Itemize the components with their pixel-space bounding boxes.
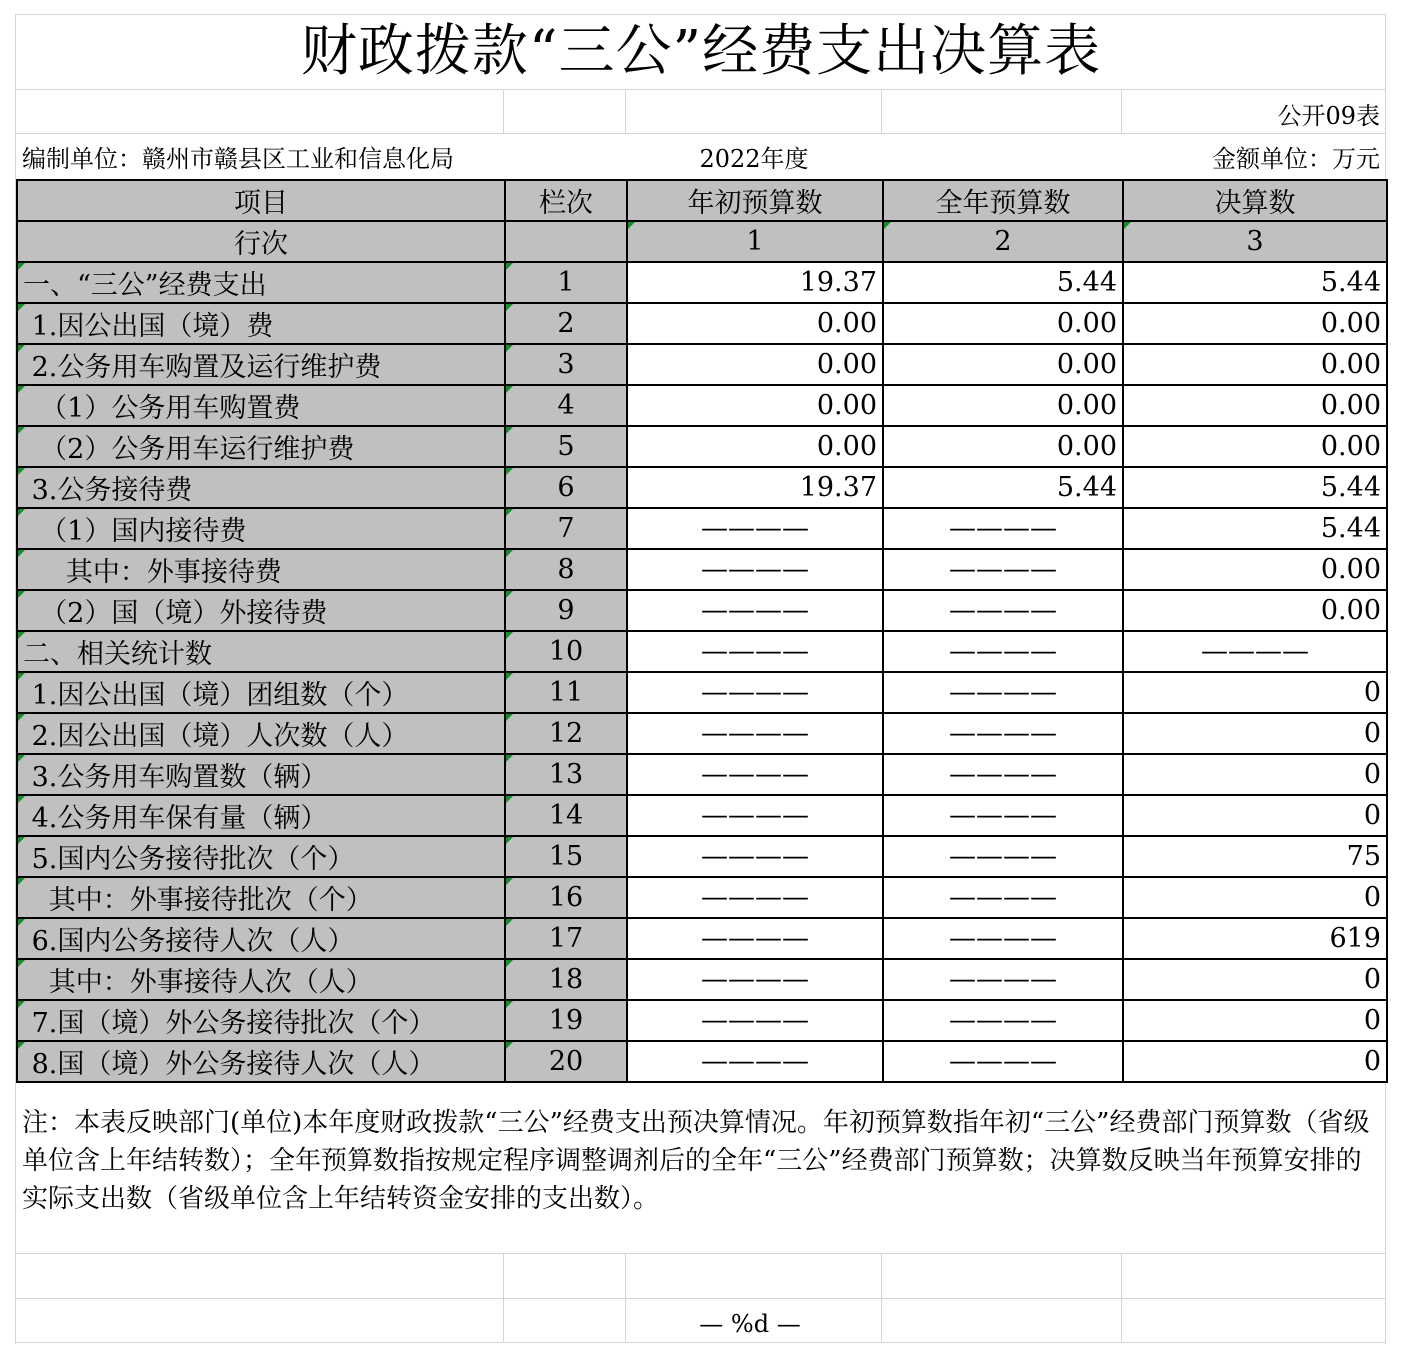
index-col-1: 1 — [627, 221, 883, 262]
row-annual-budget: ———— — [883, 590, 1123, 631]
table-row — [17, 508, 1387, 549]
row-item-label: 1.因公出国（境）团组数（个） — [17, 672, 505, 713]
row-initial-budget: 0.00 — [627, 344, 883, 385]
expense-table — [16, 179, 1388, 1083]
row-initial-budget: ———— — [627, 754, 883, 795]
row-line-number: 2 — [505, 303, 627, 344]
row-annual-budget: 5.44 — [883, 467, 1123, 508]
row-item-label: 其中：外事接待人次（人） — [17, 959, 505, 1000]
row-item-label: 其中：外事接待批次（个） — [17, 877, 505, 918]
row-line-number: 10 — [505, 631, 627, 672]
table-row — [17, 877, 1387, 918]
row-line-number: 4 — [505, 385, 627, 426]
row-annual-budget: ———— — [883, 754, 1123, 795]
table-row — [17, 549, 1387, 590]
table-row — [17, 959, 1387, 1000]
row-item-label: 5.国内公务接待批次（个） — [17, 836, 505, 877]
row-line-number: 6 — [505, 467, 627, 508]
compiling-unit: 编制单位：赣州市赣县区工业和信息化局 — [22, 145, 454, 173]
table-row — [17, 426, 1387, 467]
row-item-label: 4.公务用车保有量（辆） — [17, 795, 505, 836]
header-row — [17, 180, 1387, 221]
row-annual-budget: ———— — [883, 1041, 1123, 1082]
row-final-accounts: 0 — [1123, 877, 1387, 918]
row-line-number: 8 — [505, 549, 627, 590]
row-final-accounts: 0 — [1123, 795, 1387, 836]
table-row — [17, 1000, 1387, 1041]
row-line-number: 12 — [505, 713, 627, 754]
table-row — [17, 918, 1387, 959]
row-item-label: 2.因公出国（境）人次数（人） — [17, 713, 505, 754]
row-final-accounts: 5.44 — [1123, 508, 1387, 549]
row-line-number: 9 — [505, 590, 627, 631]
row-initial-budget: ———— — [627, 877, 883, 918]
row-initial-budget: 19.37 — [627, 467, 883, 508]
row-final-accounts: 0.00 — [1123, 549, 1387, 590]
row-initial-budget: ———— — [627, 508, 883, 549]
row-item-label: 3.公务用车购置数（辆） — [17, 754, 505, 795]
row-item-label: 二、相关统计数 — [17, 631, 505, 672]
page-title: 财政拨款“三公”经费支出决算表 — [300, 19, 1102, 84]
index-label: 行次 — [17, 221, 505, 262]
row-initial-budget: 19.37 — [627, 262, 883, 303]
row-line-number: 20 — [505, 1041, 627, 1082]
row-annual-budget: ———— — [883, 713, 1123, 754]
index-row — [17, 221, 1387, 262]
table-row — [17, 344, 1387, 385]
row-item-label: （2）公务用车运行维护费 — [17, 426, 505, 467]
row-annual-budget: 0.00 — [883, 303, 1123, 344]
row-initial-budget: ———— — [627, 959, 883, 1000]
row-initial-budget: ———— — [627, 1041, 883, 1082]
row-initial-budget: ———— — [627, 713, 883, 754]
row-final-accounts: 0.00 — [1123, 426, 1387, 467]
row-line-number: 19 — [505, 1000, 627, 1041]
table-row — [17, 1041, 1387, 1082]
row-initial-budget: ———— — [627, 795, 883, 836]
table-row — [17, 385, 1387, 426]
row-final-accounts: 619 — [1123, 918, 1387, 959]
row-item-label: 8.国（境）外公务接待人次（人） — [17, 1041, 505, 1082]
row-final-accounts: 75 — [1123, 836, 1387, 877]
fiscal-year: 2022年度 — [699, 145, 809, 173]
row-item-label: 1.因公出国（境）费 — [17, 303, 505, 344]
row-initial-budget: 0.00 — [627, 303, 883, 344]
row-item-label: （2）国（境）外接待费 — [17, 590, 505, 631]
row-annual-budget: ———— — [883, 549, 1123, 590]
row-line-number: 1 — [505, 262, 627, 303]
index-no — [505, 221, 627, 262]
footnote: 注：本表反映部门(单位)本年度财政拨款“三公”经费支出预决算情况。年初预算数指年初“三公”经费部门预算数（省级单位含上年结转数）；全年预算数指按规定程序调整调剂后的全年“三公”经费部门预算数；决算数反映当年预算安排的实际支出数（省级单位含上年结转资金安排的支出数）。 — [22, 1108, 1370, 1214]
row-line-number: 3 — [505, 344, 627, 385]
row-line-number: 7 — [505, 508, 627, 549]
table-row — [17, 631, 1387, 672]
row-annual-budget: ———— — [883, 918, 1123, 959]
row-final-accounts: 0 — [1123, 754, 1387, 795]
row-item-label: 3.公务接待费 — [17, 467, 505, 508]
row-annual-budget: 5.44 — [883, 262, 1123, 303]
row-initial-budget: ———— — [627, 549, 883, 590]
index-col-3: 3 — [1123, 221, 1387, 262]
row-line-number: 17 — [505, 918, 627, 959]
header-annual-budget: 全年预算数 — [883, 180, 1123, 221]
row-final-accounts: 0.00 — [1123, 385, 1387, 426]
row-annual-budget: ———— — [883, 1000, 1123, 1041]
row-initial-budget: 0.00 — [627, 385, 883, 426]
row-line-number: 5 — [505, 426, 627, 467]
amount-unit: 金额单位：万元 — [1212, 145, 1380, 173]
row-initial-budget: ———— — [627, 590, 883, 631]
row-annual-budget: ———— — [883, 877, 1123, 918]
row-line-number: 15 — [505, 836, 627, 877]
row-item-label: 2.公务用车购置及运行维护费 — [17, 344, 505, 385]
row-item-label: 一、“三公”经费支出 — [17, 262, 505, 303]
row-annual-budget: ———— — [883, 836, 1123, 877]
row-annual-budget: ———— — [883, 795, 1123, 836]
row-final-accounts: 0 — [1123, 713, 1387, 754]
row-annual-budget: ———— — [883, 672, 1123, 713]
table-code: 公开09表 — [1277, 102, 1380, 130]
row-initial-budget: ———— — [627, 1000, 883, 1041]
table-row — [17, 303, 1387, 344]
table-row — [17, 713, 1387, 754]
row-item-label: 7.国（境）外公务接待批次（个） — [17, 1000, 505, 1041]
header-item: 项目 — [17, 180, 505, 221]
table-row — [17, 672, 1387, 713]
index-col-2: 2 — [883, 221, 1123, 262]
row-final-accounts: 0 — [1123, 959, 1387, 1000]
row-annual-budget: 0.00 — [883, 426, 1123, 467]
row-annual-budget: ———— — [883, 508, 1123, 549]
row-final-accounts: 0.00 — [1123, 590, 1387, 631]
row-initial-budget: ———— — [627, 918, 883, 959]
row-line-number: 11 — [505, 672, 627, 713]
header-final-accounts: 决算数 — [1123, 180, 1387, 221]
row-line-number: 16 — [505, 877, 627, 918]
row-item-label: 6.国内公务接待人次（人） — [17, 918, 505, 959]
row-line-number: 13 — [505, 754, 627, 795]
row-final-accounts: 5.44 — [1123, 467, 1387, 508]
row-final-accounts: 0 — [1123, 672, 1387, 713]
table-row — [17, 590, 1387, 631]
page-number: — %d — — [699, 1310, 801, 1338]
row-annual-budget: ———— — [883, 631, 1123, 672]
row-annual-budget: 0.00 — [883, 344, 1123, 385]
row-initial-budget: ———— — [627, 836, 883, 877]
row-annual-budget: ———— — [883, 959, 1123, 1000]
header-no: 栏次 — [505, 180, 627, 221]
row-line-number: 14 — [505, 795, 627, 836]
table-row — [17, 836, 1387, 877]
table-row — [17, 467, 1387, 508]
table-row — [17, 262, 1387, 303]
row-initial-budget: ———— — [627, 672, 883, 713]
row-item-label: 其中：外事接待费 — [17, 549, 505, 590]
row-initial-budget: ———— — [627, 631, 883, 672]
row-final-accounts: 0 — [1123, 1041, 1387, 1082]
table-row — [17, 754, 1387, 795]
row-final-accounts: ———— — [1123, 631, 1387, 672]
row-final-accounts: 0 — [1123, 1000, 1387, 1041]
row-final-accounts: 0.00 — [1123, 344, 1387, 385]
row-final-accounts: 0.00 — [1123, 303, 1387, 344]
row-item-label: （1）公务用车购置费 — [17, 385, 505, 426]
row-annual-budget: 0.00 — [883, 385, 1123, 426]
table-row — [17, 795, 1387, 836]
row-initial-budget: 0.00 — [627, 426, 883, 467]
row-item-label: （1）国内接待费 — [17, 508, 505, 549]
header-initial-budget: 年初预算数 — [627, 180, 883, 221]
row-final-accounts: 5.44 — [1123, 262, 1387, 303]
row-line-number: 18 — [505, 959, 627, 1000]
